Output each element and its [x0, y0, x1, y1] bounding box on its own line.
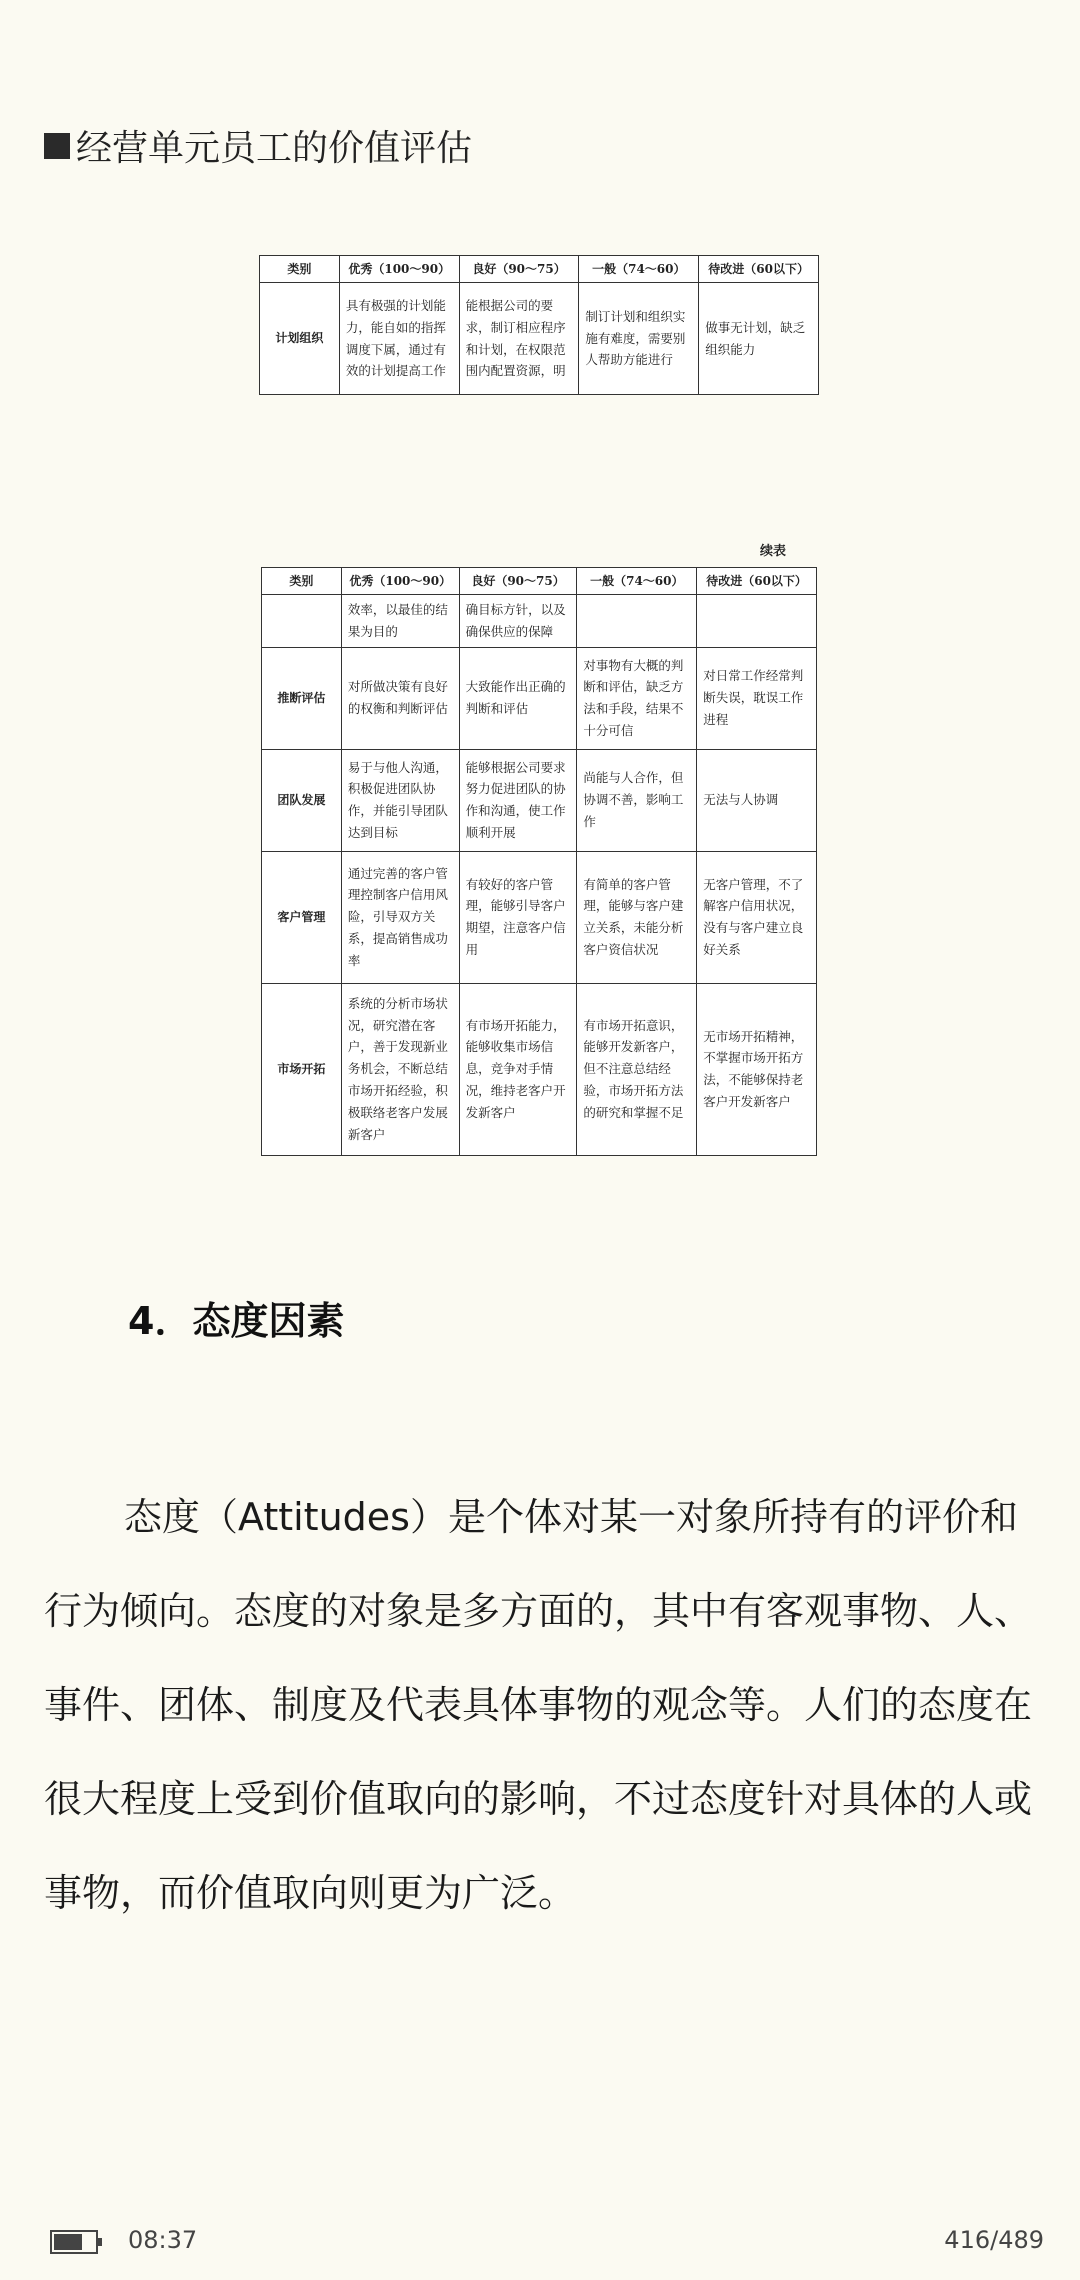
table-header-cell: 一般（74～60）	[577, 568, 697, 595]
battery-level-fill	[54, 2234, 82, 2250]
table-row	[262, 595, 817, 648]
evaluation-table-continued	[261, 567, 817, 1156]
table-continued-caption: 续表	[760, 544, 787, 559]
table-header-row	[262, 568, 817, 595]
table-cell: 有较好的客户管理，能够引导客户期望，注意客户信用	[459, 851, 577, 983]
table-cell: 通过完善的客户管理控制客户信用风险，引导双方关系，提高销售成功率	[341, 851, 459, 983]
paragraph-text: 态度（Attitudes）是个体对某一对象所持有的评价和行为倾向。态度的对象是多方面的，其中有客观事物、人、事件、团体、制度及代表具体事物的观念等。人们的态度在很大程度上受到价值取向的影响，不过态度针对具体的人或事物，而价值取向则更为广泛。	[44, 1495, 1033, 1915]
table-cell: 有市场开拓能力，能够收集市场信息，竞争对手情况，维持老客户开发新客户	[459, 983, 577, 1155]
table-cell: 对所做决策有良好的权衡和判断评估	[341, 647, 459, 749]
table-cell: 系统的分析市场状况，研究潜在客户，善于发现新业务机会，不断总结市场开拓经验，积极联络老客户发展新客户	[341, 983, 459, 1155]
table-cell: 具有极强的计划能力，能自如的指挥调度下属，通过有效的计划提高工作	[339, 283, 459, 395]
table-cell: 对日常工作经常判断失误，耽误工作进程	[697, 647, 817, 749]
table-cell: 有市场开拓意识，能够开发新客户，但不注意总结经验，市场开拓方法的研究和掌握不足	[577, 983, 697, 1155]
table-cell: 无客户管理，不了解客户信用状况，没有与客户建立良好关系	[697, 851, 817, 983]
reader-status-bar	[0, 2222, 1080, 2262]
section-title	[44, 120, 472, 171]
evaluation-table	[259, 255, 819, 395]
table-header-cell: 待改进（60以下）	[699, 256, 819, 283]
table-cell	[697, 595, 817, 648]
square-bullet-icon	[44, 133, 70, 159]
table-cell: 大致能作出正确的判断和评估	[459, 647, 577, 749]
table-header-cell: 类别	[260, 256, 340, 283]
page-indicator: 416/489	[944, 2226, 1044, 2254]
category-cell: 计划组织	[260, 283, 340, 395]
table-header-row	[260, 256, 819, 283]
table-cell: 能根据公司的要求，制订相应程序和计划，在权限范围内配置资源，明	[459, 283, 579, 395]
table-cell: 有简单的客户管理，能够与客户建立关系，未能分析客户资信状况	[577, 851, 697, 983]
table-header-cell: 待改进（60以下）	[697, 568, 817, 595]
section-heading: 4．态度因素	[128, 1299, 345, 1343]
table-cell: 效率，以最佳的结果为目的	[341, 595, 459, 648]
table-header-cell: 优秀（100～90）	[341, 568, 459, 595]
table-cell: 无法与人协调	[697, 749, 817, 851]
table-cell: 尚能与人合作，但协调不善，影响工作	[577, 749, 697, 851]
section-title-text: 经营单元员工的价值评估	[76, 128, 473, 169]
clock-time: 08:37	[128, 2226, 198, 2254]
table-header-cell: 类别	[262, 568, 342, 595]
table-cell: 无市场开拓精神，不掌握市场开拓方法，不能够保持老客户开发新客户	[697, 983, 817, 1155]
table-header-cell: 良好（90～75）	[459, 256, 579, 283]
table-row	[262, 647, 817, 749]
table-row	[262, 749, 817, 851]
category-cell: 推断评估	[262, 647, 342, 749]
battery-icon	[50, 2230, 98, 2254]
table-header-cell: 优秀（100～90）	[339, 256, 459, 283]
table-cell: 对事物有大概的判断和评估，缺乏方法和手段，结果不十分可信	[577, 647, 697, 749]
table-cell	[577, 595, 697, 648]
table-cell: 做事无计划，缺乏组织能力	[699, 283, 819, 395]
table-cell: 确目标方针，以及确保供应的保障	[459, 595, 577, 648]
table-cell: 制订计划和组织实施有难度，需要别人帮助方能进行	[579, 283, 699, 395]
category-cell: 客户管理	[262, 851, 342, 983]
table-header-cell: 良好（90～75）	[459, 568, 577, 595]
table-header-cell: 一般（74～60）	[579, 256, 699, 283]
table-cell: 易于与他人沟通，积极促进团队协作，并能引导团队达到目标	[341, 749, 459, 851]
category-cell: 团队发展	[262, 749, 342, 851]
category-cell: 市场开拓	[262, 983, 342, 1155]
body-paragraph	[44, 1470, 1044, 1940]
table-row	[262, 851, 817, 983]
table-row	[260, 283, 819, 395]
table-cell: 能够根据公司要求努力促进团队的协作和沟通，使工作顺利开展	[459, 749, 577, 851]
battery-tip	[98, 2238, 102, 2246]
table-row	[262, 983, 817, 1155]
category-cell	[262, 595, 342, 648]
